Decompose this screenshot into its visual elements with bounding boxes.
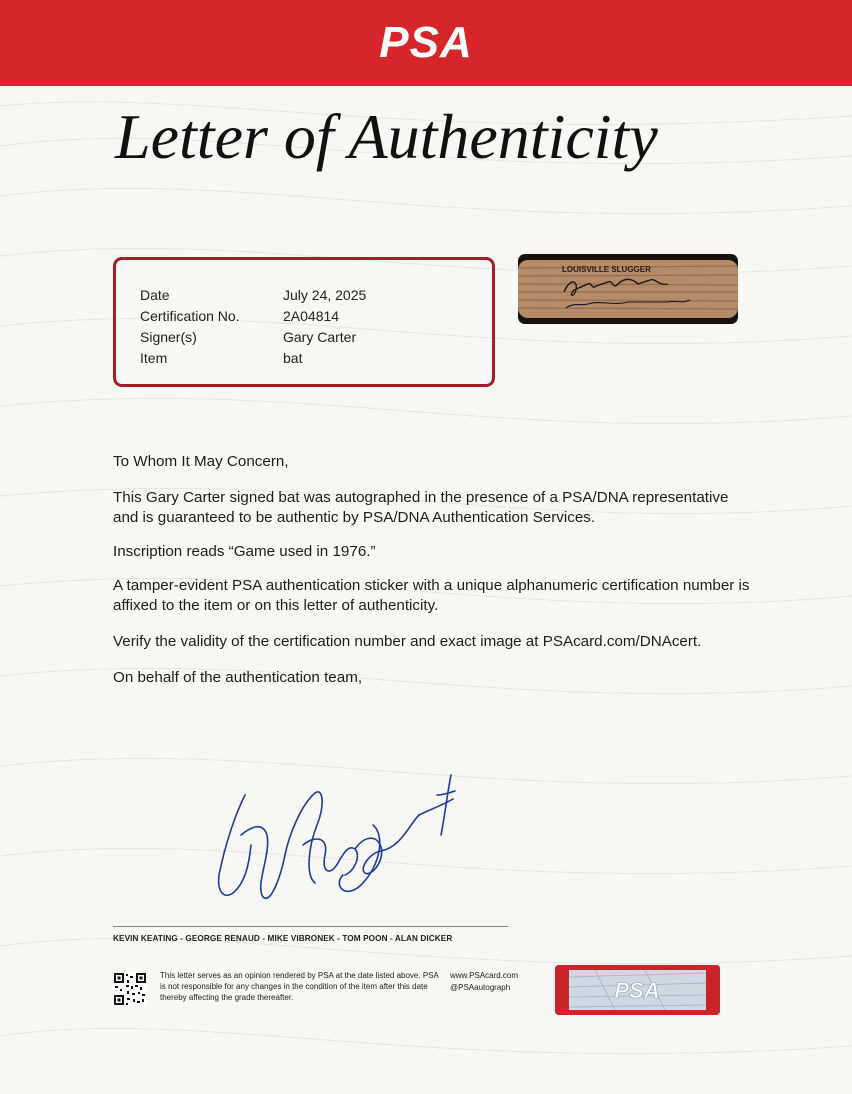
page-title: Letter of Authenticity (115, 101, 658, 172)
signer-label: Signer(s) (140, 329, 197, 345)
cert-number-label: Certification No. (140, 308, 240, 324)
disclaimer-text: This letter serves as an opinion rendered by PSA at the date listed above. PSA is not responsible for any changes in the condition of the item after this date thereby affecting the grade thereafter. (160, 971, 439, 1002)
date-label: Date (140, 287, 170, 303)
certificate-info-box (113, 257, 495, 387)
qr-code[interactable] (113, 972, 147, 1006)
sticker-brand-text: PSA (614, 978, 660, 1003)
date-value: July 24, 2025 (283, 287, 367, 303)
bat-brand-text: LOUISVILLE SLUGGER (562, 265, 651, 274)
social-handle[interactable]: @PSAautograph (450, 983, 511, 992)
letter-greeting: To Whom It May Concern, (113, 453, 289, 470)
authenticator-signature (205, 765, 475, 910)
letter-paragraph-3: A tamper-evident PSA authentication sticker with a unique alphanumeric certification number is affixed to the item or on this letter of authenticity. (113, 577, 750, 614)
brand-logo-text: PSA (379, 18, 473, 67)
item-label: Item (140, 350, 168, 366)
psa-logo (0, 0, 852, 86)
letter-paragraph-4: Verify the validity of the certification number and exact image at PSAcard.com/DNAcert. (113, 633, 702, 650)
authentication-sticker (555, 965, 720, 1015)
item-value: bat (283, 350, 303, 366)
contact-info (450, 970, 518, 994)
letter-closing: On behalf of the authentication team, (113, 669, 363, 686)
letter-paragraph-2: Inscription reads “Game used in 1976.” (113, 543, 376, 560)
cert-number-value: 2A04814 (283, 308, 340, 324)
letter-paragraph-1: This Gary Carter signed bat was autographed in the presence of a PSA/DNA representative and is guaranteed to be authentic by PSA/DNA Authentication Services. (113, 489, 729, 526)
website-link[interactable]: www.PSAcard.com (450, 971, 519, 980)
item-photo (518, 254, 738, 324)
authentication-team-names: KEVIN KEATING - GEORGE RENAUD - MIKE VIBRONEK - TOM POON - ALAN DICKER (113, 934, 453, 943)
signature-line (113, 926, 508, 927)
signer-value: Gary Carter (283, 329, 357, 345)
